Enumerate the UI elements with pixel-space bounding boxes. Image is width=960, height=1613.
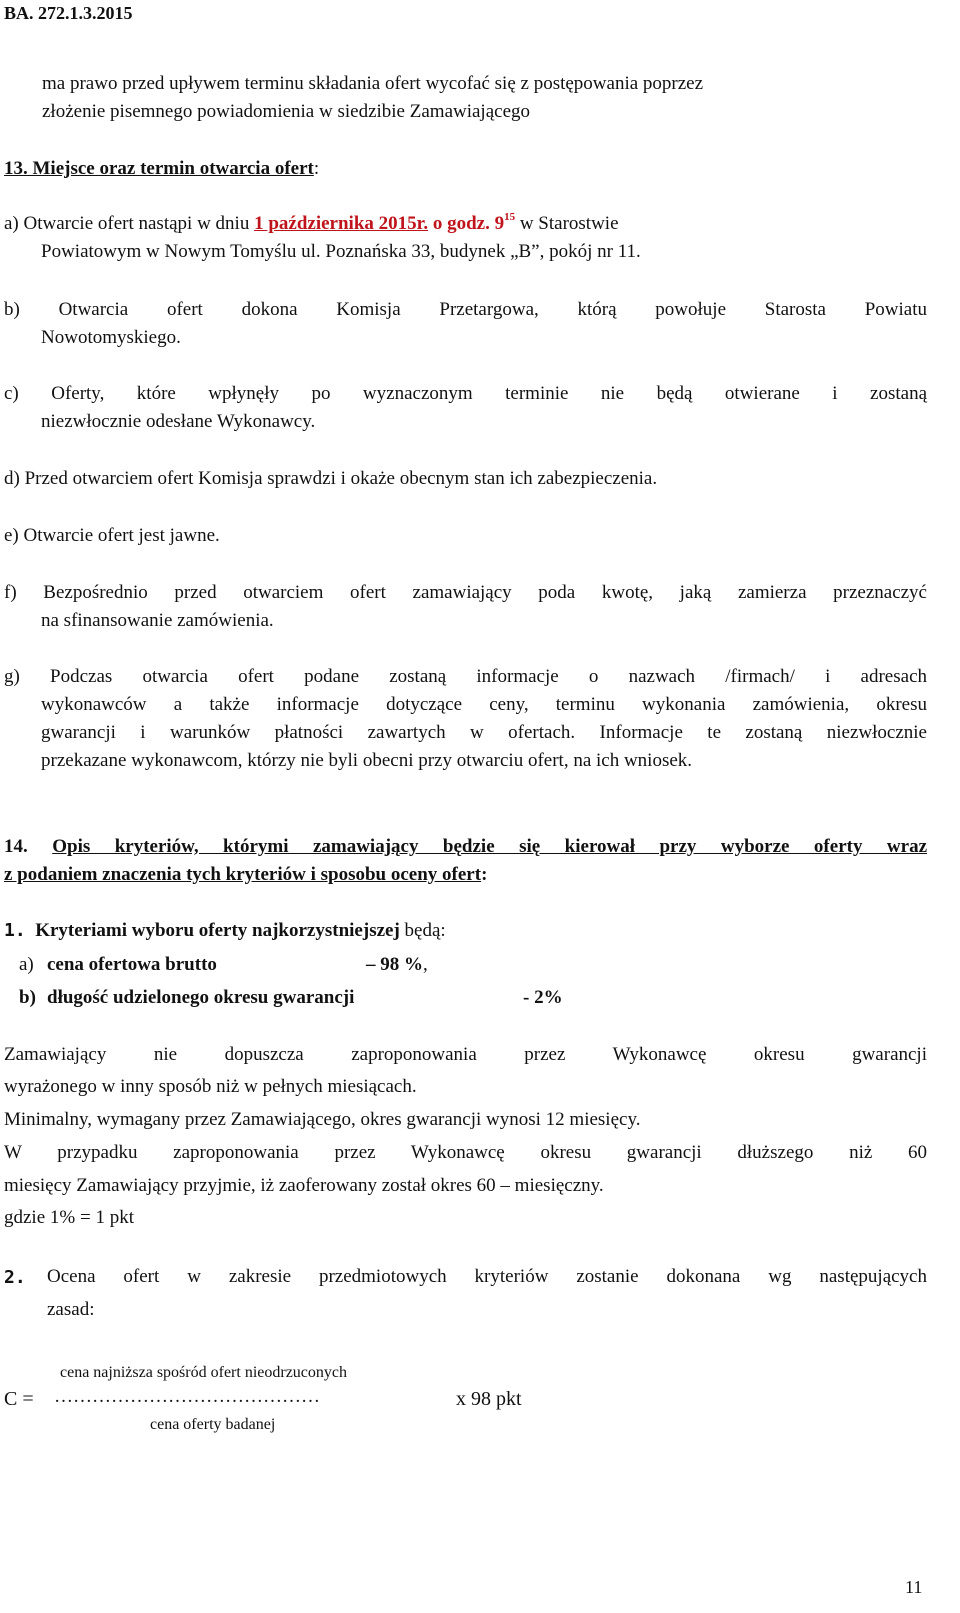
section-14-title-2: z podaniem znaczenia tych kryteriów i sposobu oceny ofert: [4, 864, 482, 885]
formula-lhs: C =: [4, 1388, 34, 1410]
criterion-a-name: cena ofertowa brutto: [47, 954, 217, 975]
section-14-number: 14.: [4, 836, 53, 857]
criteria-number: 1.: [4, 920, 26, 941]
opening-time-minutes: 15: [504, 211, 516, 223]
opening-date: 1 października 2015r.: [254, 213, 429, 234]
item-f-line-2: na sfinansowanie zamówienia.: [41, 610, 274, 631]
criterion-a-comma: ,: [423, 954, 428, 975]
item-f-line-1: f) Bezpośrednio przed otwarciem ofert zamawiający poda kwotę, jaką zamierza przeznaczyć: [4, 582, 927, 603]
warranty-para-2: Minimalny, wymagany przez Zamawiającego, okres gwarancji wynosi 12 miesięcy.: [4, 1109, 641, 1130]
section-13-heading: [4, 158, 319, 180]
item-a-line-2: Powiatowym w Nowym Tomyślu ul. Poznańska 33, budynek „B”, pokój nr 11.: [41, 241, 641, 262]
criterion-a-weight: – 98 %: [366, 954, 423, 975]
section-13-colon: :: [313, 158, 320, 179]
item-g-line-1: g) Podczas otwarcia ofert podane zostaną informacje o nazwach /firmach/ i adresach: [4, 666, 927, 687]
criteria-title: Kryteriami wyboru oferty najkorzystniejszej: [35, 920, 400, 941]
formula-denominator: cena oferty badanej: [150, 1416, 276, 1433]
item-g-line-3: gwarancji i warunków płatności zawartych w ofertach. Informacje te zostaną niezwłocznie: [41, 722, 927, 743]
opening-time: o godz. 9: [428, 213, 505, 234]
criteria-title-rest: będą:: [399, 920, 446, 941]
criterion-a-label: a): [19, 954, 34, 975]
item-g-line-4: przekazane wykonawcom, którzy nie byli obecni przy otwarciu ofert, na ich wniosek.: [41, 750, 693, 771]
warranty-para-1-line-2: wyrażonego w inny sposób niż w pełnych miesiącach.: [4, 1076, 417, 1097]
criterion-b-weight: - 2%: [523, 987, 563, 1008]
warranty-para-1-line-1: Zamawiający nie dopuszcza zaproponowania przez Wykonawcę okresu gwarancji: [4, 1044, 927, 1065]
item-g-line-2: wykonawców a także informacje dotyczące ceny, terminu wykonania zamówienia, okresu: [41, 694, 927, 715]
item-a-rest: w Starostwie: [515, 213, 619, 234]
intro-line-1: ma prawo przed upływem terminu składania ofert wycofać się z postępowania poprzez: [42, 73, 704, 94]
formula-numerator: cena najniższa spośród ofert nieodrzuconych: [60, 1364, 347, 1381]
document-reference: BA. 272.1.3.2015: [4, 3, 133, 23]
criterion-b-name: długość udzielonego okresu gwarancji: [47, 987, 355, 1008]
evaluation-line-1: Ocena ofert w zakresie przedmiotowych kryteriów zostanie dokonana wg następujących: [47, 1266, 927, 1287]
warranty-para-3-line-2: miesięcy Zamawiający przyjmie, iż zaoferowany został okres 60 – miesięczny.: [4, 1175, 604, 1196]
item-d-line-1: d) Przed otwarciem ofert Komisja sprawdzi i okaże obecnym stan ich zabezpieczenia.: [4, 468, 658, 489]
evaluation-number: 2.: [4, 1267, 26, 1288]
item-a-text: a) Otwarcie ofert nastąpi w dniu: [4, 213, 255, 234]
intro-line-2: złożenie pisemnego powiadomienia w siedzibie Zamawiającego: [42, 101, 531, 122]
item-c-line-1: c) Oferty, które wpłynęły po wyznaczonym terminie nie będą otwierane i zostaną: [4, 383, 927, 404]
page-number: 11: [905, 1577, 923, 1597]
warranty-para-3-line-1: W przypadku zaproponowania przez Wykonawcę okresu gwarancji dłuższego niż 60: [4, 1142, 927, 1163]
formula-fraction-bar: ……………………………………: [54, 1386, 320, 1407]
criterion-b-label: b): [19, 987, 36, 1008]
section-13-title: 13. Miejsce oraz termin otwarcia ofert: [4, 158, 314, 179]
criterion-a-value: [366, 954, 428, 976]
section-14-heading-line-1: [4, 836, 927, 858]
item-b-line-2: Nowotomyskiego.: [41, 327, 181, 348]
item-a-line-1: [4, 213, 619, 235]
section-14-colon: :: [481, 864, 488, 885]
warranty-para-4: gdzie 1% = 1 pkt: [4, 1207, 134, 1228]
item-e-line-1: e) Otwarcie ofert jest jawne.: [4, 525, 220, 546]
section-14-heading-line-2: [4, 864, 487, 886]
section-14-title-1: Opis kryteriów, którymi zamawiający będzie się kierował przy wyborze oferty wraz: [52, 836, 928, 857]
item-b-line-1: b) Otwarcia ofert dokona Komisja Przetargowa, którą powołuje Starosta Powiatu: [4, 299, 927, 320]
evaluation-line-2: zasad:: [47, 1299, 95, 1320]
formula-multiplier: x 98 pkt: [456, 1388, 522, 1410]
criteria-intro: [4, 920, 446, 942]
item-c-line-2: niezwłocznie odesłane Wykonawcy.: [41, 411, 316, 432]
